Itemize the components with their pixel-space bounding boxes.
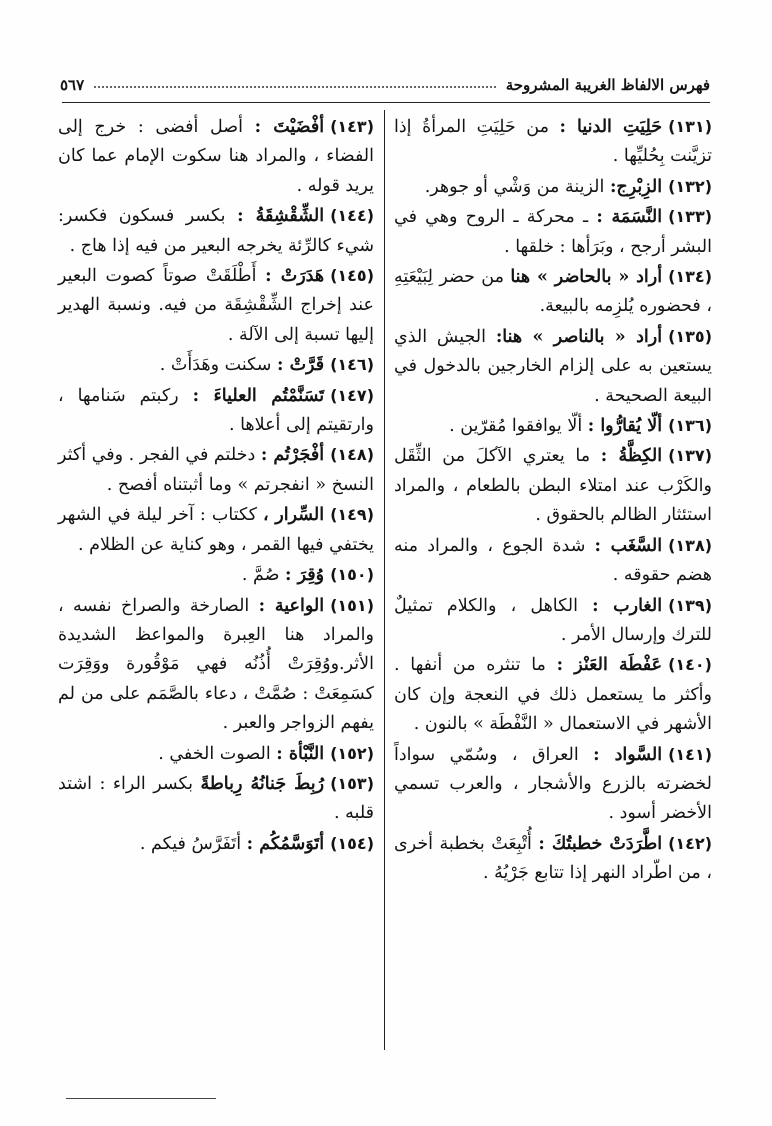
entry-definition: الصارخة والصراخ نفسه ، والمراد هنا العِبرة والمواعظ الشديدة الأثر.ووُقِرَتْ أُذُنُه فهي مَوْقُورة ووَقِرَت كسَمِعَتْ : صُمَّتْ ، دعاء بالصَّمَم على من لم يفهم الزواجر والعبر . [58,595,374,734]
entry-number: (١٤٤) [330,206,375,226]
entry-headword: الواعية : [258,595,325,616]
entry-number: (١٣٦) [668,416,712,436]
glossary-entry [58,112,374,201]
glossary-entry [394,322,712,411]
entry-headword: رُبِطَ جَنانُهُ رِباطةً [200,773,325,794]
entry-number: (١٤٧) [330,385,374,405]
glossary-entry [394,740,712,829]
entry-number: (١٤٥) [330,266,374,286]
entry-headword: السَّواد : [593,744,663,765]
entry-number: (١٣٩) [668,595,712,615]
entry-definition: ـ محركة ـ الروح وهي في البشر أرجح ، وبَرَأها : خلقها . [394,207,712,257]
entry-definition: أتَفَرَّسُ فيكم . [139,833,247,854]
entry-number: (١٤٣) [330,117,374,136]
glossary-entry [58,440,374,500]
entry-number: (١٥١) [330,595,374,615]
entry-headword: النَّسَمَة : [596,207,663,228]
entry-headword: اطَّرَدَتْ خطبتُكَ : [538,833,663,854]
entry-number: (١٣٨) [668,535,713,555]
entry-definition: الجيش الذي يستعين به على إلزام الخارجين بالدخول في البيعة الصحيحة . [394,326,712,406]
entry-definition: من حَلِيَتِ المرأةُ إذا تزيَّنت بِحُليِّها . [394,117,712,167]
entry-headword: تَسَنَّمْتُم العلياءَ : [192,385,325,406]
entry-headword: النَّبْأة : [276,743,325,764]
footer-rule [66,1098,216,1099]
glossary-entry [58,500,374,560]
entry-headword: أفْجَرْتُم : [260,445,325,466]
entry-number: (١٣٥) [668,326,712,346]
entry-definition: ما تنثره من أنفها . وأكثر ما يستعمل ذلك في النعجة وإن كان الأشهر في الاستعمال « النَّفْطَة » بالنون . [394,655,712,735]
entry-definition: الكاهل ، والكلام تمثيلٌ للترك وإرسال الأمر . [394,595,712,645]
entry-definition: بكسر الراء : اشتد قلبه . [58,773,374,824]
entry-headword: الكِظَّةُ : [600,446,663,467]
entry-number: (١٣١) [668,117,712,136]
entry-number: (١٣٢) [668,176,712,196]
entry-definition: الصوت الخفي . [158,743,277,764]
entry-headword: أراد « بالناصر » هنا: [495,326,663,347]
entry-number: (١٤٦) [330,355,374,375]
entry-definition: سكنت وهَدَأَتْ . [159,355,278,376]
entry-headword: أراد « بالحاضر » هنا [510,267,663,288]
page-header [60,62,710,94]
glossary-column-left [58,112,374,859]
entry-headword: عَفْطَة العَنْز : [556,655,663,676]
header-leader-dots [94,86,496,88]
entry-headword: الغارب : [592,595,663,616]
glossary-entry [394,829,712,889]
header-rule [62,102,710,103]
entry-number: (١٣٣) [668,207,713,227]
entry-headword: هَدَرَتْ : [265,266,325,287]
glossary-entry [394,262,712,322]
entry-number: (١٤٨) [330,445,374,465]
entry-number: (١٤٢) [668,833,712,853]
entry-number: (١٥٢) [330,743,374,763]
entry-definition: أصل أفضى : خرج إلى الفضاء ، والمراد هنا سكوت الإمام عما كان يريد قوله . [58,117,374,196]
entry-definition: شدة الجوع ، والمراد منه هضم حقوقه . [394,535,712,586]
entry-headword: قَرَّتْ : [277,355,325,376]
glossary-entry [394,202,712,262]
entry-definition: أُتْبِعَتْ بخطبة أخرى ، من اطّراد النهر إذا تتابع جَرْيُهُ . [394,833,712,884]
entry-headword: أفْضَيْتَ : [254,117,325,137]
entry-headword: السِّرار ، [263,505,325,526]
entry-headword: الزِبْرِج: [609,176,663,197]
entry-definition: ما يعتري الآكلَ من الثِّقَل والكَرْب عند امتلاء البطن بالطعام ، والمراد استئثار الظالم بالحقوق . [394,446,712,526]
entry-definition: ككتاب : آخر ليلة في الشهر يختفي فيها القمر ، وهو كناية عن الظلام . [58,505,374,555]
glossary-entry [58,591,374,739]
header-title: فهرس الالفاظ الغريبة المشروحة [505,76,710,94]
glossary-entry [394,441,712,530]
entry-number: (١٣٧) [668,446,712,466]
glossary-entry [58,769,374,829]
entry-definition: دخلتم في الفجر . وفي أكثر النسخ « انفجرتم » وما أثبتناه أفصح . [58,445,374,495]
entry-number: (١٥٠) [330,565,374,585]
glossary-entry [394,172,712,202]
entry-definition: أَطْلَقَتْ صوتاً كصوت البعير عند إخراج الشِّقْشِقَة من فيه. ونسبة الهدير إليها تسبة إلى الآلة . [58,266,374,345]
entry-number: (١٥٤) [330,833,374,853]
entry-headword: أتَوَسَّمُكُم : [246,833,325,854]
entry-number: (١٥٣) [330,773,374,793]
glossary-entry [394,591,712,651]
glossary-entry [58,350,374,380]
entry-definition: ركبتم سَنامها ، وارتقيتم إلى أعلاها . [58,385,374,436]
glossary-entry [394,531,712,591]
entry-definition: ألّا يوافقوا مُقرّين . [449,416,588,437]
entry-definition: العراق ، وسُمّي سواداً لخضرته بالزرع والأشجار ، والعرب تسمي الأخضر أسود . [394,744,712,824]
glossary-entry [58,201,374,261]
glossary-entry [394,112,712,172]
entry-definition: صُمَّ . [241,565,286,586]
entry-number: (١٤٩) [330,505,374,525]
entry-headword: ألّا يُقارُّوا : [587,416,663,437]
entry-headword: حَلِيَتِ الدنيا : [559,117,663,137]
glossary-entry [58,261,374,350]
glossary-entry [58,560,374,590]
entry-definition: بكسر فسكون فكسر: شيء كالرِّئة يخرجه البعير من فيه إذا هاج . [58,206,374,256]
entry-number: (١٣٤) [668,267,712,287]
entry-number: (١٤٠) [668,655,712,675]
page-number: ٥٦٧ [60,76,85,94]
column-divider [384,110,385,1050]
glossary-entry [58,381,374,441]
glossary-entry [394,411,712,441]
entry-definition: من حضر لِبَيْعَتِهِ ، فحضوره يُلزِمه بالبيعة. [394,267,712,317]
glossary-entry [58,739,374,769]
entry-number: (١٤١) [668,744,713,764]
entry-headword: السَّغَب : [594,535,663,556]
glossary-entry [58,829,374,859]
glossary-column-right [394,112,712,889]
glossary-entry [394,650,712,739]
entry-headword: وُقِرَ : [285,565,325,586]
entry-headword: الشِّقْشِقَةُ : [237,206,325,227]
entry-definition: الزينة من وَشْي أو جوهر. [424,176,610,197]
